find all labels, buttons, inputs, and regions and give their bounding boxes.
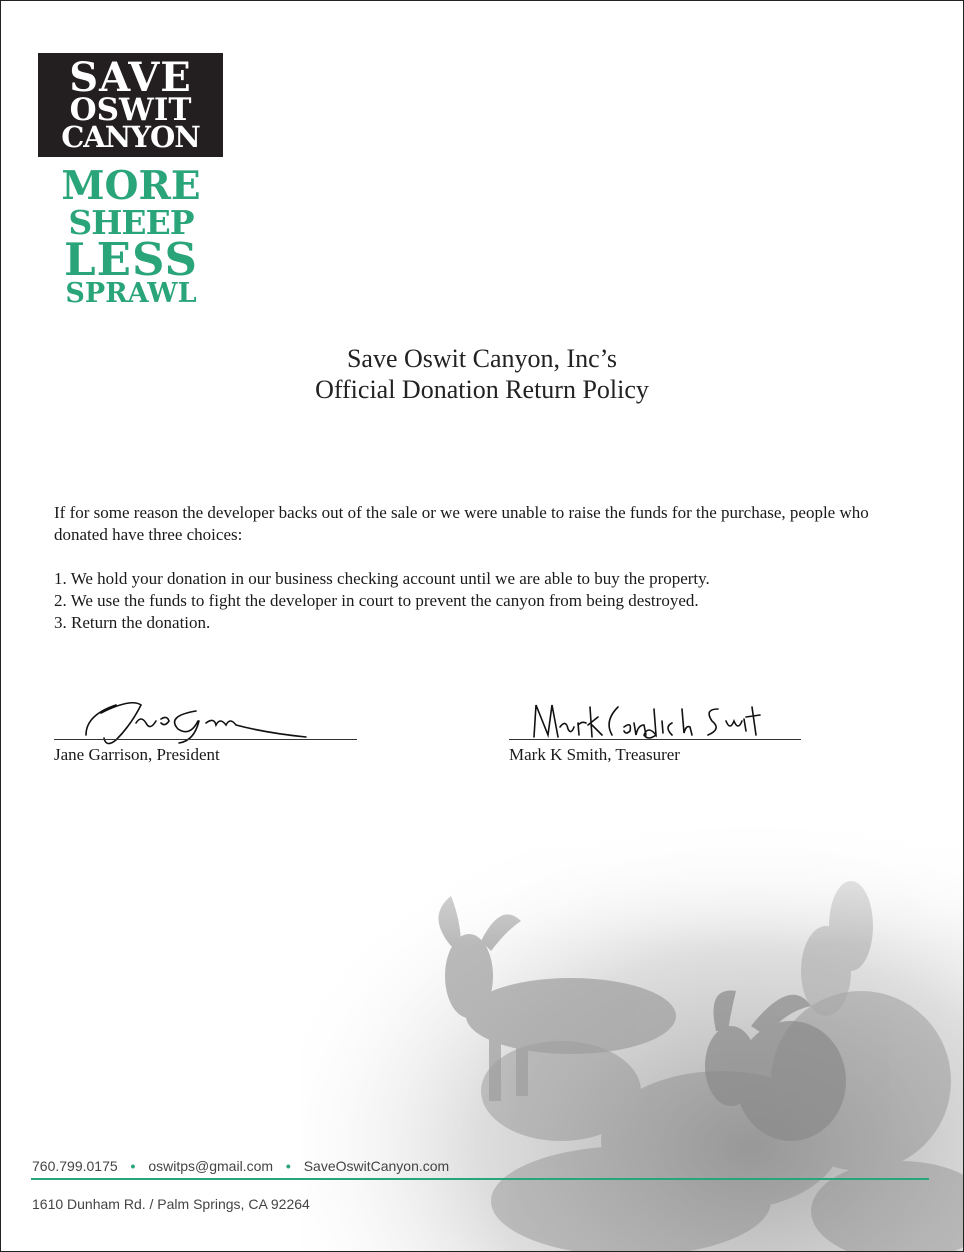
document-title-line-2: Official Donation Return Policy <box>315 375 649 404</box>
slogan-line-more: MORE <box>61 163 201 209</box>
slogan-line-sprawl: SPRAWL <box>65 278 197 309</box>
signer-name-president: Jane Garrison, President <box>54 745 220 764</box>
organization-logo <box>38 53 223 157</box>
footer-address: 1610 Dunham Rd. / Palm Springs, CA 92264 <box>32 1196 310 1212</box>
slogan-line-less: LESS <box>64 233 198 286</box>
intro-paragraph: If for some reason the developer backs out of the sale or we were unable to raise the funds for the purchase, people who donated have three choices: <box>54 503 869 544</box>
slogan-line-sheep: SHEEP <box>68 203 194 242</box>
list-item: 3. Return the donation. <box>54 613 211 632</box>
separator-dot-icon: • <box>285 1158 291 1174</box>
footer-contact <box>32 1158 449 1174</box>
list-item: 2. We use the funds to fight the developer in court to prevent the canyon from being destroyed. <box>54 591 699 610</box>
logo-line-oswit: OSWIT <box>69 92 192 128</box>
footer-divider <box>31 1178 929 1180</box>
mark-kendrick-smith-signature <box>526 699 776 744</box>
signer-name-treasurer: Mark K Smith, Treasurer <box>509 745 680 764</box>
separator-dot-icon: • <box>130 1158 136 1174</box>
document-title-line-1: Save Oswit Canyon, Inc’s <box>346 344 618 373</box>
choices-list <box>54 568 710 634</box>
logo-line-save: SAVE <box>69 54 192 101</box>
footer-phone: 760.799.0175 <box>32 1158 118 1174</box>
logo-slogan <box>51 163 211 309</box>
signature-line <box>54 739 357 740</box>
footer-website: SaveOswitCanyon.com <box>303 1158 450 1174</box>
signature-line <box>509 739 801 740</box>
footer-email: oswitps@gmail.com <box>148 1158 274 1174</box>
list-item: 1. We hold your donation in our business checking account until we are able to buy the property. <box>54 569 710 588</box>
bighorn-sheep-photo <box>301 781 963 1251</box>
logo-line-canyon: CANYON <box>61 120 200 154</box>
